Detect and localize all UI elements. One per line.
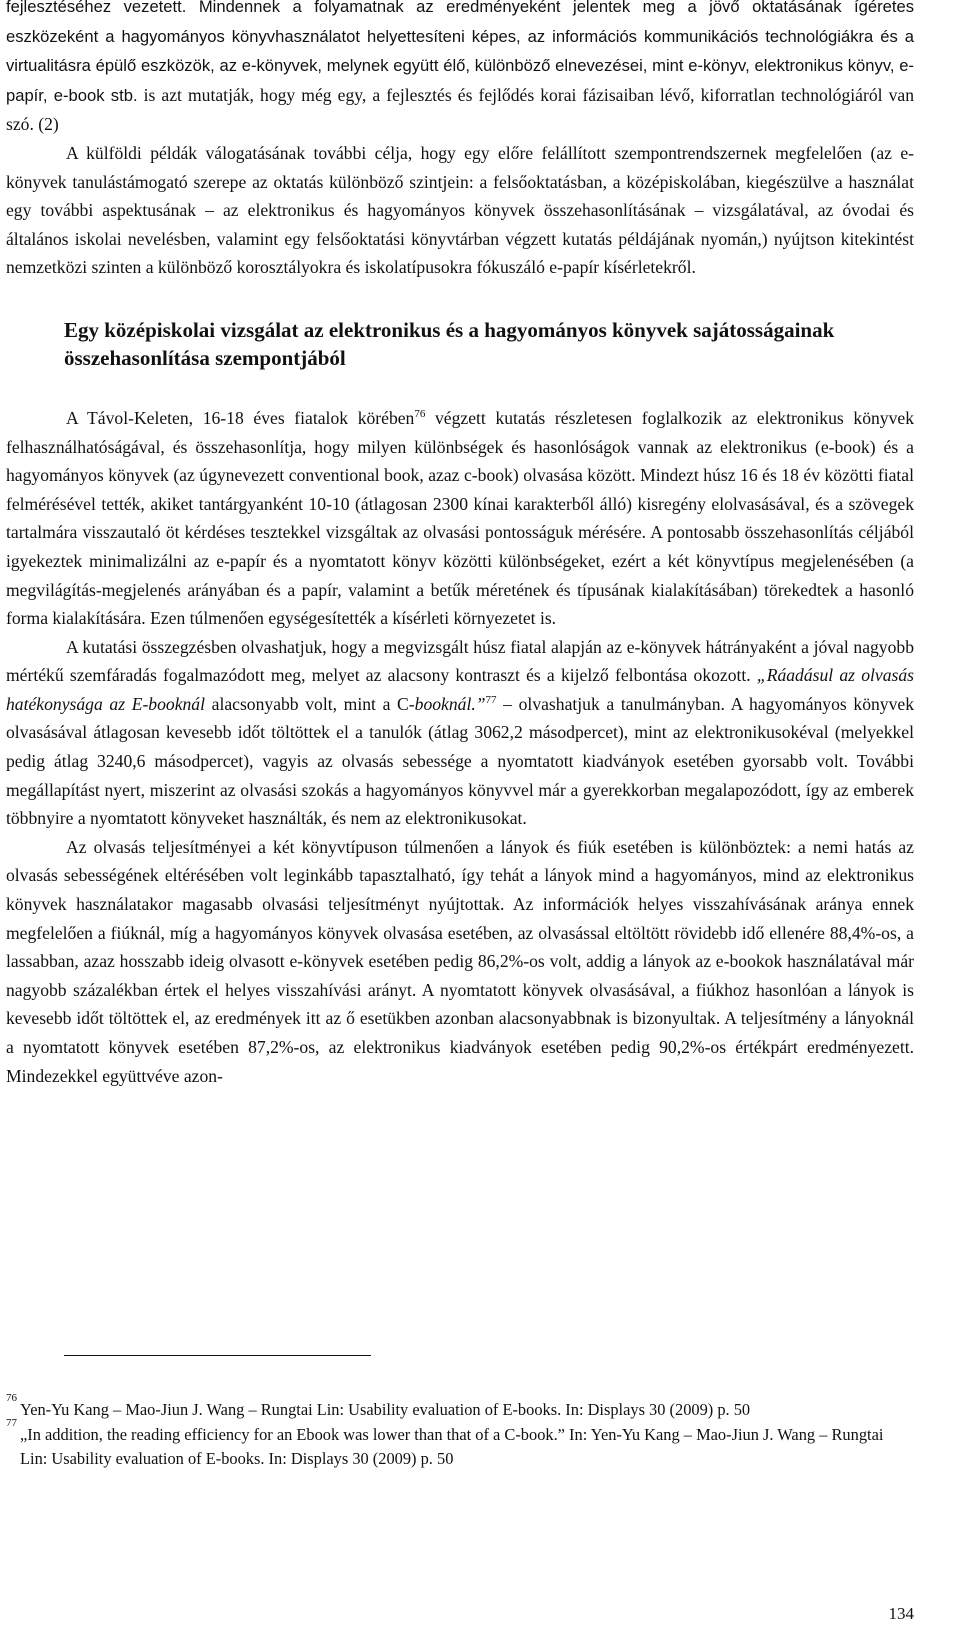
paragraph-gender-differences: Az olvasás teljesítményei a két könyvtípuson túlmenően a lányok és fiúk esetében is különböztek: a nemi hatás az olvasás sebességének eltérésében volt leginkább tapasztalható, így tehát a lányok mind a hagyományos, mind az elektronikus könyvek használatakor magasabb olvasási teljesítményt nyújtottak. Az információk helyes visszahívásának aránya ennek megfelelően a fiúknál, míg a hagyományos könyvek olvasása esetében, az olvasással eltöltött rövidebb idő ellenére 88,4%-os, a lassabban, azaz hosszabb ideig olvasott e-könyvek esetében pedig 86,2%-os volt, addig a lányok az e-bookok használatával már nagyobb százalékban értek el helyes visszahívási arányt. A nyomtatott könyvek olvasásával, a fiúkhoz hasonlóan a lányok is kevesebb időt töltöttek el, az eredmények itt az ő esetükben azonban alacsonyabbnak is bizonyultak. A teljesítmény a lányoknál a nyomtatott könyvek esetében 87,2%-os, az elektronikus kiadványok esetében pedig 90,2%-os értékpárt eredményezett. Mindezekkel együttvéve azon- (6, 836, 914, 1086)
footnote-number: 76 (6, 1392, 17, 1404)
section-heading: Egy középiskolai vizsgálat az elektronikus és a hagyományos könyvek sajátosságainak összehasonlítása szempontjából (64, 317, 835, 370)
paragraph-continuation (6, 0, 914, 139)
footnote-text: „In addition, the reading efficiency for an Ebook was lower than that of a C-book.” In: Yen-Yu Kang – Mao-Jiun J. Wang – Rungtai Lin: Usability evaluation of E-books. In: Displays 30 (2009) p. 50 (20, 1424, 884, 1469)
paragraph-research-summary (6, 633, 914, 833)
paragraph-foreign-examples: A külföldi példák válogatásának további célja, hogy egy előre felállított szempontrendszernek megfelelően (az e-könyvek tanulástámogató szerepe az oktatás különböző szintjein: a felsőoktatásban, a középiskolában, kiegészülve a használat egy további aspektusának – az elektronikus és hagyományos könyvek összehasonlításának – vizsgálatával, az óvodai és általános iskolai nevelésben, valamint egy felsőoktatási könyvtárban végzett kutatás példájának nyomán,) nyújtson kitekintést nemzetközi szinten a különböző korosztályokra és iskolatípusokra fókuszáló e-papír kísérletekről. (6, 142, 914, 278)
page-number: 134 (888, 1604, 914, 1623)
paragraph-sans-text: fejlesztéséhez vezetett. Mindennek a folyamatnak az eredményeként jelentek meg a jövő oktatásának ígéretes eszközeként a hagyományos könyvhasználatot helyettesíteni képes, az információs kommunikációs technológiákra és a virtualitásra épülő eszközök, az e-könyvek, melynek együtt élő, különböző elnevezései, mint e-könyv, elektronikus könyv, e-papír, e-book stb. (6, 0, 914, 105)
footnote-number: 77 (6, 1416, 17, 1429)
quote-text: „Ráadásul az olvasás hatékonysága az E-booknál (6, 665, 914, 714)
footnote-ref-76: 76 (414, 408, 426, 421)
footnote-ref-77: 77 (485, 694, 497, 707)
footnote-text: Yen-Yu Kang – Mao-Jiun J. Wang – Rungtai Lin: Usability evaluation of E-books. In: Displays 30 (2009) p. 50 (20, 1400, 751, 1419)
paragraph-serif-text: is azt mutatják, hogy még egy, a fejlesztés és fejlődés korai fázisaiban lévő, kiforratlan technológiáról van szó. (2) (6, 84, 914, 135)
paragraph-text: – olvashatjuk a tanulmányban. A hagyományos könyvek olvasásával átlagosan kevesebb időt töltöttek el a tanulók (átlag 3062,2 másodpercet), mint az elektronikusokéval (melyekkel pedig átlag 3240,6 másodpercet), vagyis az olvasás sebessége a nyomtatott kiadványok esetében gyorsabb volt. További megállapítást nyert, miszerint az olvasási szokás a hagyományos könyvvel már a gyerekkorban megalapozódott, így az emberek többnyire a nyomtatott könyveket használták, és nem az elektronikusokat. (6, 693, 914, 829)
footnote-77 (6, 1416, 914, 1472)
paragraph-text: A kutatási összegzésben olvashatjuk, hogy a megvizsgált húsz fiatal alapján az e-könyvek hátrányaként a jóval nagyobb mértékű szemfáradás fogalmazódott meg, melyet az alacsony kontraszt és a kijelző felbontása okozott. (6, 636, 914, 686)
paragraph-far-east-study (6, 404, 914, 633)
paragraph-text: végzett kutatás részletesen foglalkozik az elektronikus könyvek felhasználhatóságával, és összehasonlítja, hogy milyen különbségek és hasonlóságok vannak az elektronikus (e-book) és a hagyományos könyvek (az úgynevezett conventional book, azaz c-book) olvasása között. Mindezt húsz 16 és 18 év közötti fiatal felmérésével tették, akiket tantárgyanként 10-10 (átlagosan 2300 kínai karakterből álló) kisregény elolvasásával, és a szövegek tartalmára visszautaló öt kérdéses tesztekkel vizsgáltak az olvasási pontosságuk mérésére. A pontosabb összehasonlítás céljából igyekeztek minimalizálni az e-papír és a nyomtatott könyv közötti különbségeket, ezért a két könyvtípus megjelenésében (a megvilágítás-megjelenés arányában és a papír, valamint a betűk méretének és típusának kialakításában) törekedtek a hasonló forma kialakítására. Ezen túlmenően egységesítették a kísérleti környezetet is. (6, 407, 914, 629)
document-body (6, 0, 914, 1090)
footnote-76 (6, 1392, 914, 1423)
paragraph-text: alacsonyabb volt, mint a C- (204, 693, 415, 714)
footnote-divider (64, 1355, 371, 1356)
quote-text-end: booknál.” (414, 693, 486, 714)
footnotes (6, 1392, 914, 1472)
paragraph-text: A Távol-Keleten, 16-18 éves fiatalok körében (66, 407, 415, 428)
